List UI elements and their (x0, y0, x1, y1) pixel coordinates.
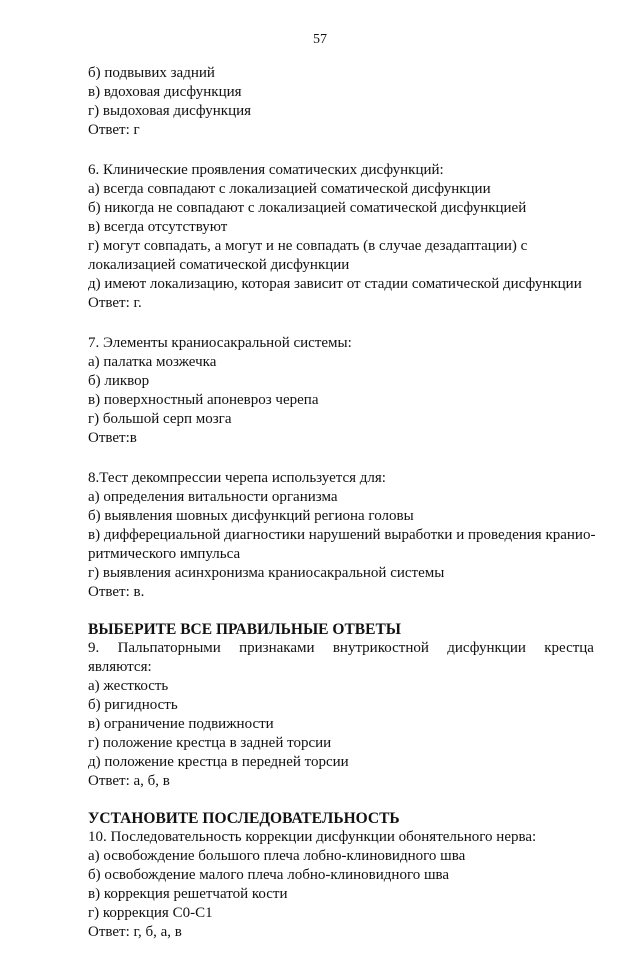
answer: Ответ: в. (88, 584, 145, 600)
answer: Ответ: г, б, а, в (88, 924, 182, 940)
option-b: б) никогда не совпадают с локализацией соматической дисфункцией (88, 200, 527, 216)
question-text: 8.Тест декомпрессии черепа используется для: (88, 470, 386, 486)
option-v: в) всегда отсутствуют (88, 219, 228, 235)
option-g: г) большой серп мозга (88, 411, 232, 427)
option-a: а) палатка мозжечка (88, 354, 217, 370)
option-b: б) выявления шовных дисфункций региона головы (88, 508, 414, 524)
question-7 (88, 334, 594, 448)
question-8 (88, 469, 594, 602)
question-word: дисфункции (447, 640, 526, 656)
answer: Ответ: а, б, в (88, 773, 170, 789)
option-g-continued: локализацией соматической дисфункции (88, 257, 350, 273)
option-a: а) жесткость (88, 678, 169, 694)
option-a: а) определения витальности организма (88, 489, 338, 505)
option-b: б) ригидность (88, 697, 178, 713)
section-sequence (88, 809, 594, 942)
question-word: признаками (239, 640, 315, 656)
option-g: г) выявления асинхронизма краниосакральной системы (88, 565, 445, 581)
option-d: д) имеют локализацию, которая зависит от стадии соматической дисфункции (88, 276, 582, 292)
question-word: 9. (88, 640, 100, 656)
document-body (88, 64, 594, 963)
option-g: г) положение крестца в задней торсии (88, 735, 332, 751)
option-b: б) освобождение малого плеча лобно-клиновидного шва (88, 867, 450, 883)
option-g: г) коррекция С0-С1 (88, 905, 213, 921)
question-text: 10. Последовательность коррекции дисфункции обонятельного нерва: (88, 829, 537, 845)
option-v: в) дифферециальной диагностики нарушений выработки и проведения кранио- (88, 527, 596, 543)
option-v: в) коррекция решетчатой кости (88, 886, 288, 902)
question-word: Пальпаторными (117, 640, 221, 656)
section-heading: УСТАНОВИТЕ ПОСЛЕДОВАТЕЛЬНОСТЬ (88, 810, 400, 827)
question-text: 7. Элементы краниосакральной системы: (88, 335, 352, 351)
question-6 (88, 161, 594, 313)
option-v: в) поверхностный апоневроз черепа (88, 392, 319, 408)
option-a: а) освобождение большого плеча лобно-клиновидного шва (88, 848, 466, 864)
option-g: г) выдоховая дисфункция (88, 103, 252, 119)
option-v-continued: ритмического импульса (88, 546, 241, 562)
question-word: внутрикостной (332, 640, 429, 656)
option-d: д) положение крестца в передней торсии (88, 754, 349, 770)
question-9-text (88, 639, 594, 658)
question-word: крестца (544, 640, 594, 656)
option-a: а) всегда совпадают с локализацией соматической дисфункции (88, 181, 491, 197)
question-5-continuation (88, 64, 594, 140)
section-heading: ВЫБЕРИТЕ ВСЕ ПРАВИЛЬНЫЕ ОТВЕТЫ (88, 621, 402, 638)
option-v: в) ограничение подвижности (88, 716, 274, 732)
option-b: б) ликвор (88, 373, 150, 389)
option-g: г) могут совпадать, а могут и не совпадать (в случае дезадаптации) с (88, 238, 528, 254)
section-choose-all (88, 620, 594, 791)
answer: Ответ: г (88, 122, 140, 138)
answer: Ответ: г. (88, 295, 142, 311)
option-v: в) вдоховая дисфункция (88, 84, 242, 100)
page-number: 57 (313, 32, 327, 47)
option-b: б) подвывих задний (88, 65, 215, 81)
question-text: 6. Клинические проявления соматических дисфункций: (88, 162, 444, 178)
answer: Ответ:в (88, 430, 137, 446)
question-9-text-continued: являются: (88, 659, 152, 675)
